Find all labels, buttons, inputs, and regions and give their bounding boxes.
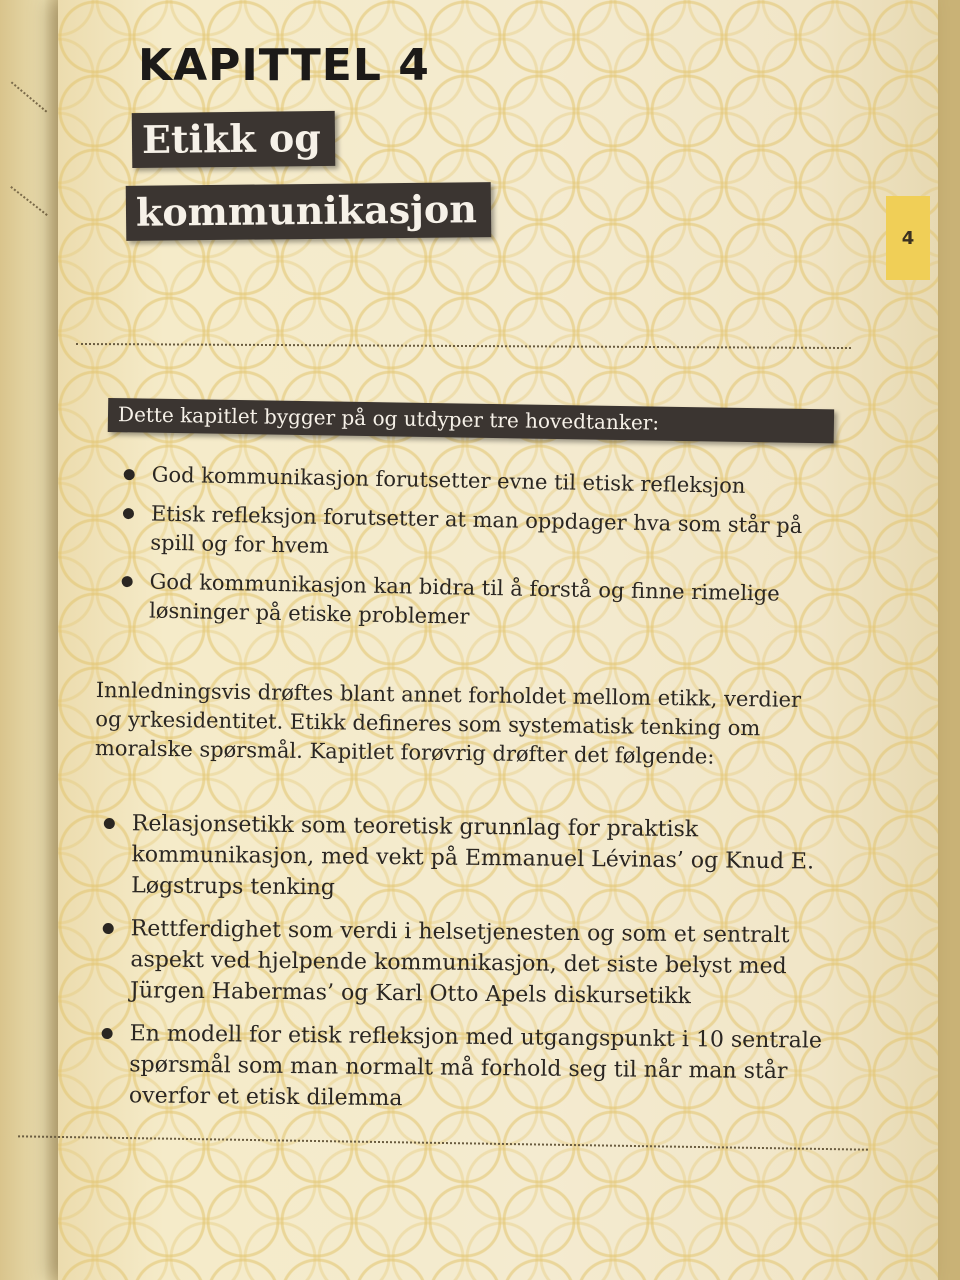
list-item — [101, 1018, 862, 1119]
topics-list — [101, 808, 864, 1131]
list-item — [122, 499, 823, 570]
list-item-text: God kommunikasjon kan bidra til å forstå og finne rimelige løsninger på etiske problemer — [148, 569, 780, 629]
list-item — [103, 808, 864, 909]
chapter-title-line-2: kommunikasjon — [126, 182, 491, 241]
bullet-icon — [102, 1028, 113, 1039]
book-page — [58, 0, 938, 1280]
bullet-icon — [122, 576, 133, 587]
bullet-icon — [123, 508, 134, 519]
list-item — [123, 460, 823, 502]
chapter-title-line-1: Etikk og — [132, 111, 335, 168]
intro-heading: Dette kapitlet bygger på og utdyper tre hovedtanker: — [108, 398, 834, 443]
list-item-text: En modell for etisk refleksjon med utgangspunkt i 10 sentrale spørsmål som man normalt må forhold seg til når man står overfor et etisk dilemma — [128, 1021, 823, 1112]
bullet-icon — [104, 818, 115, 829]
main-ideas-list — [121, 460, 824, 648]
bullet-icon — [103, 923, 114, 934]
intro-paragraph: Innledningsvis drøftes blant annet forholdet mellom etikk, verdier og yrkesidentitet. Etikk defineres som systematisk tenking om moralske spørsmål. Kapitlet forøvrig drøfter det følgende: — [94, 677, 802, 769]
chapter-label: KAPITTEL 4 — [138, 40, 430, 91]
list-item-text: God kommunikasjon forutsetter evne til etisk refleksjon — [151, 462, 746, 498]
chapter-tab-number: 4 — [901, 227, 915, 249]
list-item — [121, 567, 822, 638]
bullet-icon — [124, 469, 135, 480]
list-item-text: Etisk refleksjon forutsetter at man oppdager hva som står på spill og for hvem — [150, 501, 803, 558]
facing-page-dotted-mark — [10, 186, 47, 216]
facing-page-dotted-mark — [11, 81, 48, 112]
dotted-divider-bottom — [18, 1135, 868, 1150]
list-item — [102, 913, 863, 1014]
list-item-text: Relasjonsetikk som teoretisk grunnlag for praktisk kommunikasjon, med vekt på Emmanuel Lévinas’ og Knud E. Løgstrups tenking — [131, 811, 815, 901]
dotted-divider-top — [76, 343, 851, 349]
chapter-tab — [886, 196, 930, 280]
list-item-text: Rettferdighet som verdi i helsetjenesten og som et sentralt aspekt ved hjelpende kommunikasjon, det siste belyst med Jürgen Habermas’ og Karl Otto Apels diskursetikk — [129, 916, 790, 1010]
